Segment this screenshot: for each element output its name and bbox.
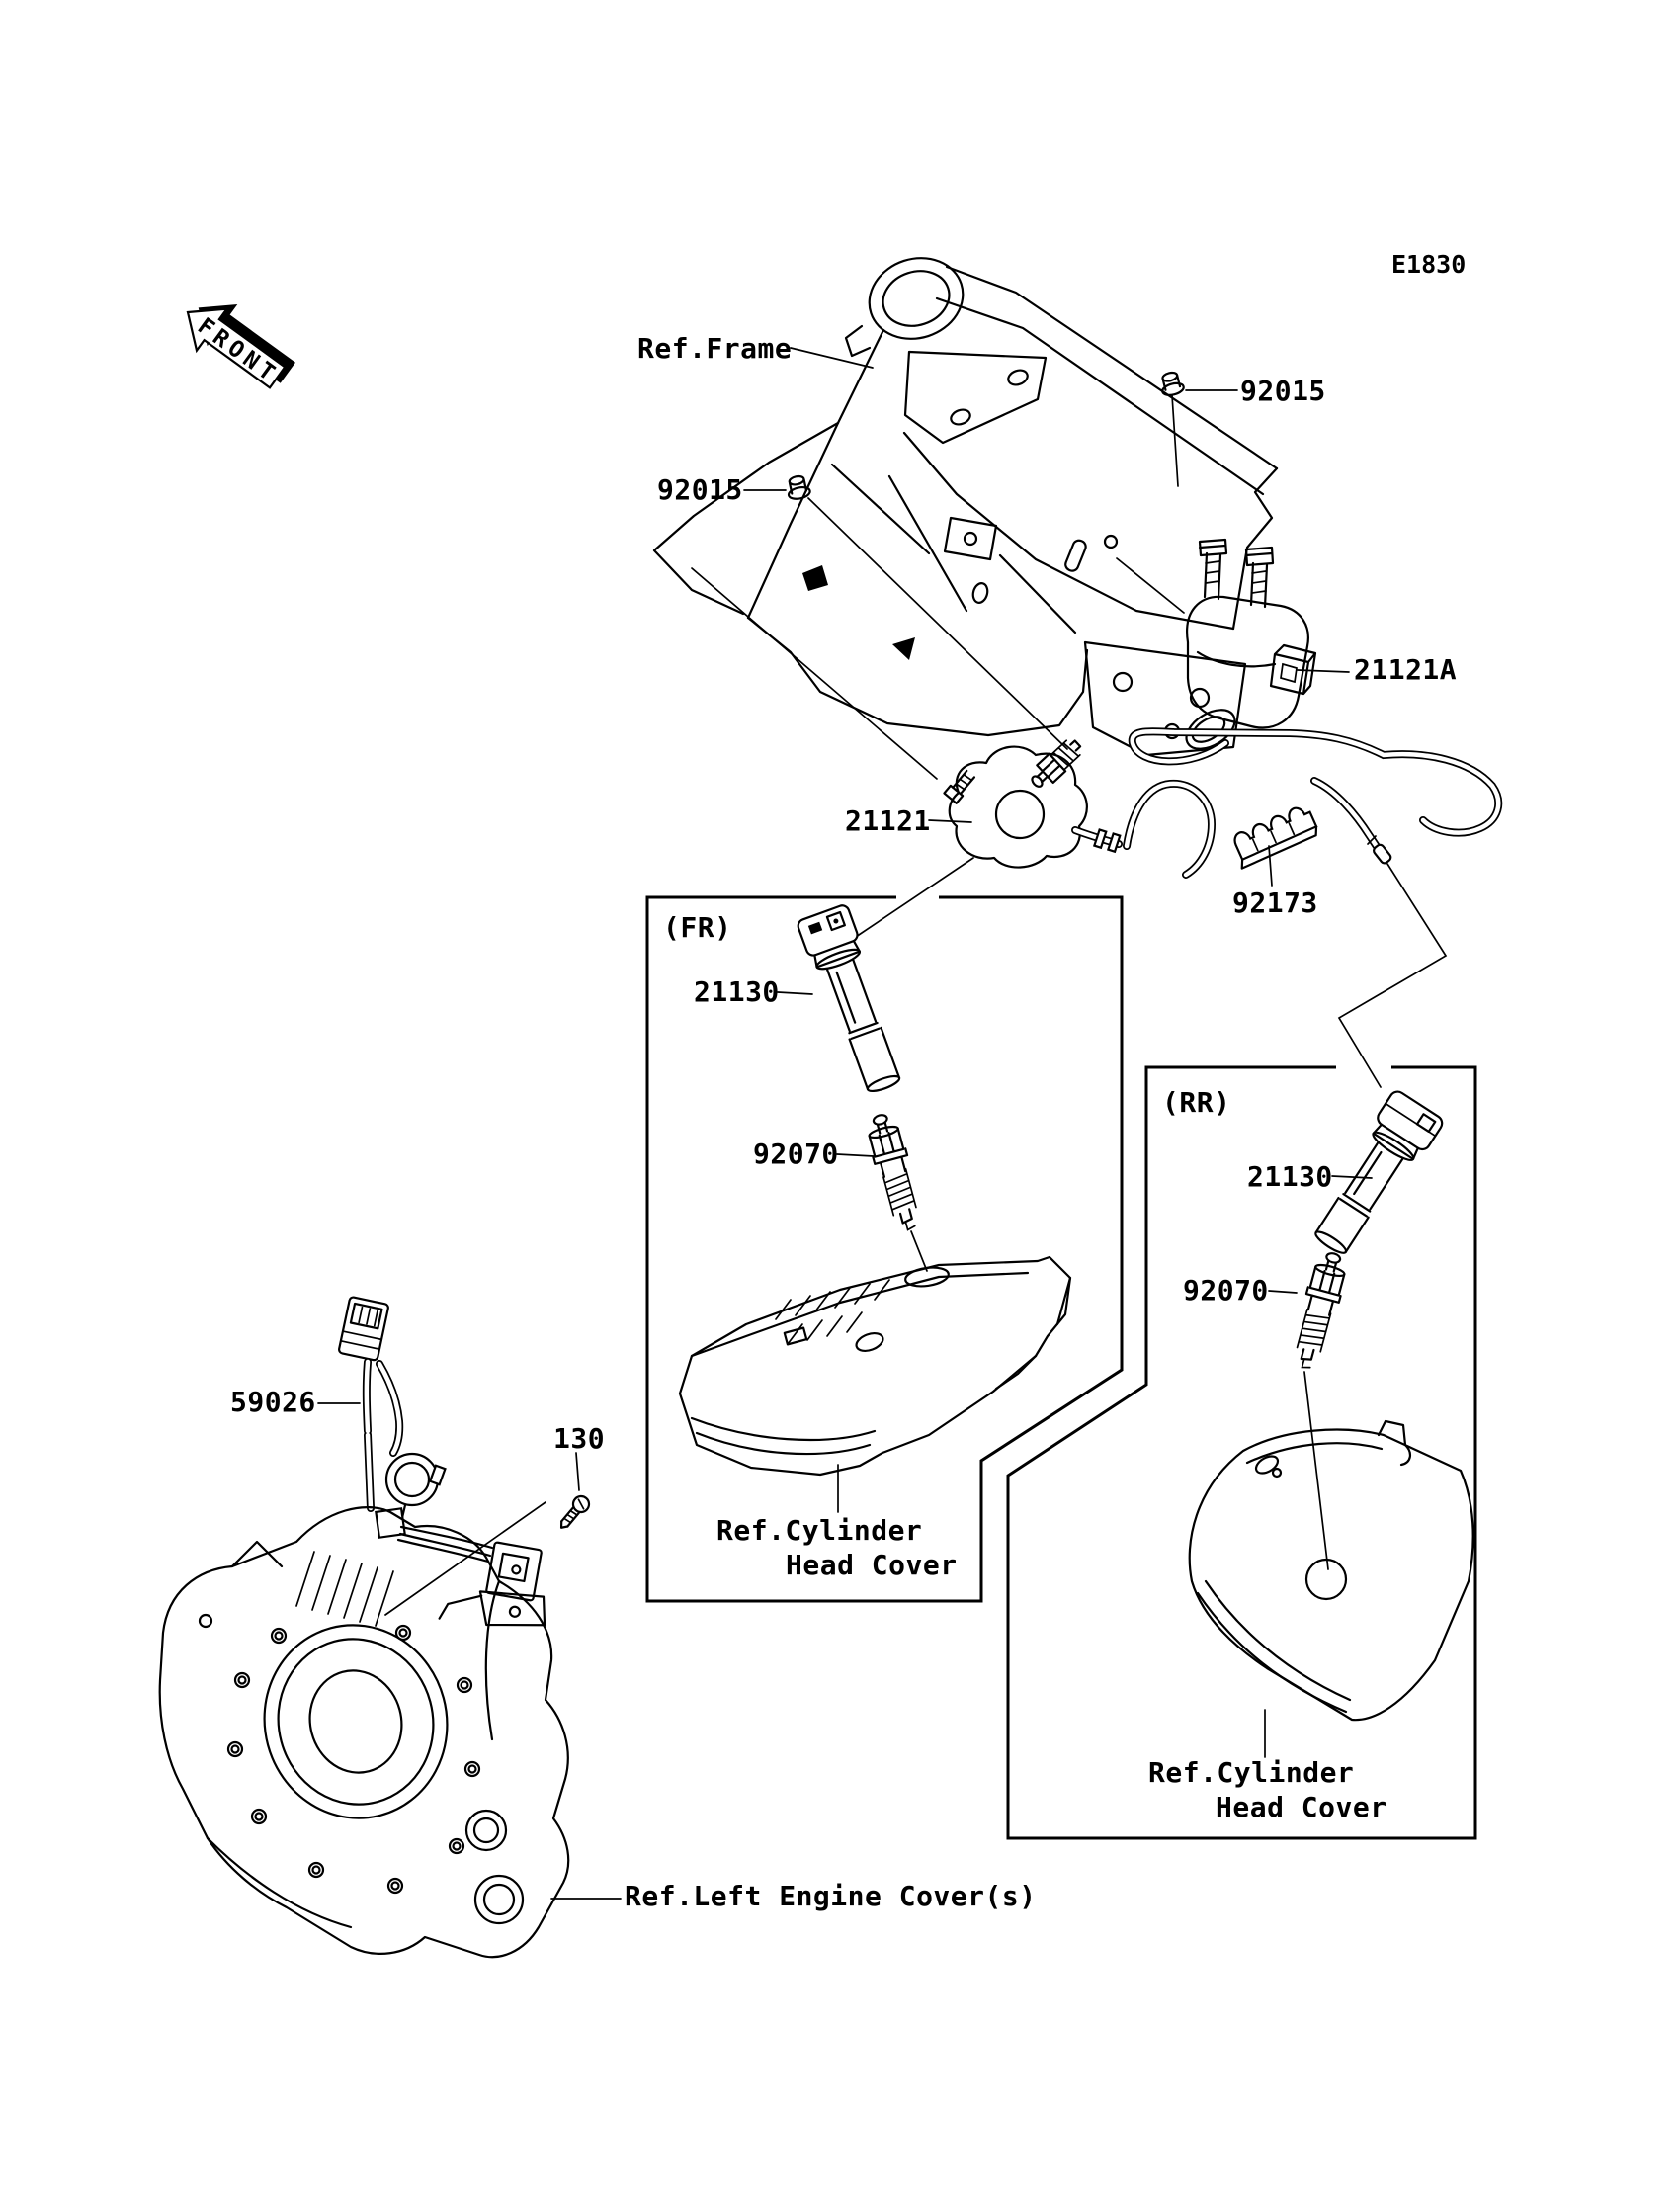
left-engine-cover-drawing	[160, 1507, 569, 1957]
cover-outline	[1190, 1430, 1473, 1721]
fr-cover-label-line2: Head Cover	[786, 1549, 958, 1581]
bolt-top	[789, 475, 804, 486]
leader-wire-to-rr-cap	[1339, 864, 1446, 1087]
shadow-detail	[892, 637, 915, 660]
front-direction-arrow	[173, 284, 303, 402]
rr-cover-label-line1: Ref.Cylinder	[1148, 1756, 1355, 1789]
cover-rib	[208, 1838, 351, 1927]
cover-hook-detail	[1379, 1421, 1410, 1465]
bracket-hole	[1114, 673, 1132, 691]
fr-section-marker: (FR)	[663, 911, 732, 944]
cover-rib	[486, 1581, 499, 1739]
bracket-arm	[440, 1589, 482, 1625]
bolt-hole	[465, 1762, 479, 1776]
bolt-hole	[313, 1867, 320, 1874]
part-label-92070-fr: 92070	[753, 1138, 839, 1170]
leader-92173	[1269, 846, 1272, 886]
bolt-hole	[235, 1673, 249, 1687]
bolt-hole	[458, 1678, 471, 1692]
plug-hex	[870, 1129, 904, 1157]
plug-stem	[1037, 772, 1048, 783]
cover-detail	[785, 1328, 806, 1345]
steering-head-outer	[859, 246, 973, 351]
coil-body-line	[1198, 652, 1275, 666]
cover-latch	[854, 1330, 885, 1355]
part-label-21130-fr: 21130	[694, 975, 780, 1008]
rr-cover-label-line2: Head Cover	[1216, 1791, 1387, 1823]
coil-connector-inner	[1281, 664, 1297, 682]
frame-hole	[971, 582, 990, 605]
engine-mount-bracket	[1085, 642, 1245, 755]
frame-to-coil-line	[1117, 558, 1184, 613]
front-arrow-label: FRONT	[192, 313, 284, 389]
coil-sleeve-end	[866, 1073, 900, 1094]
bolt-hole	[392, 1883, 399, 1890]
bolt-hole	[228, 1742, 242, 1756]
coil-body	[1187, 597, 1308, 728]
terminal-bolt-threads	[1252, 571, 1266, 593]
small-plate-hole	[965, 533, 976, 545]
connector-pins	[359, 1308, 378, 1326]
bolt-hole	[252, 1810, 266, 1823]
connector-lines	[341, 1331, 381, 1349]
bolt-hole	[256, 1814, 263, 1820]
leader-21121a	[1298, 670, 1349, 672]
cover-layer-line	[697, 1433, 870, 1454]
head-tube-tab	[846, 326, 870, 356]
ignition-coil-front-drawing	[944, 735, 1212, 875]
ref-left-engine-cover-label: Ref.Left Engine Cover(s)	[625, 1880, 1037, 1912]
part-label-21121a: 21121A	[1354, 653, 1458, 686]
frame-drawing	[654, 246, 1277, 755]
bolt-hole	[462, 1682, 468, 1689]
spark-plug-fr-drawing	[863, 1111, 926, 1233]
detail-line	[1000, 555, 1075, 633]
cover-boss	[1253, 1453, 1281, 1477]
screw-130-drawing	[555, 1493, 592, 1533]
part-label-92015-lower: 92015	[657, 473, 743, 506]
bottom-boss-outer	[466, 1811, 506, 1850]
shadow-detail	[802, 565, 828, 591]
switch-bracket	[474, 1585, 549, 1635]
plug-threads	[882, 1169, 916, 1216]
bolt-hole	[400, 1630, 407, 1637]
leader-92015-lower-to-bracket	[808, 498, 1067, 749]
backbone-underside	[904, 433, 1233, 629]
stick-coil-fr-drawing	[797, 903, 910, 1097]
bolt-hole	[232, 1746, 239, 1753]
inserted-spark-plug	[1026, 735, 1085, 793]
terminal-bolt-head	[1200, 540, 1226, 555]
cooling-fins	[296, 1552, 393, 1626]
part-label-92173: 92173	[1232, 887, 1318, 919]
bottom-boss-inner	[484, 1885, 514, 1914]
coil-sleeve-end	[1313, 1228, 1349, 1256]
plug-electrode	[1302, 1360, 1312, 1370]
coil-boot-bands	[849, 1023, 879, 1039]
bolt-head	[944, 786, 963, 803]
cover-fold-line	[996, 1278, 1070, 1389]
frame-to-front-coil-line	[692, 568, 937, 779]
bolt-hole	[454, 1843, 461, 1850]
coil-body-inner	[996, 791, 1044, 838]
bolt-hole	[309, 1863, 323, 1877]
rr-section-marker: (RR)	[1162, 1086, 1231, 1119]
cylinder-head-cover-rr-drawing	[1190, 1421, 1473, 1720]
bolt-hole	[388, 1879, 402, 1893]
cover-bolt	[1273, 1469, 1281, 1477]
plug-tip	[1070, 741, 1080, 751]
gusset-hole	[949, 407, 972, 427]
terminal-bolt-shaft	[1205, 553, 1220, 599]
terminal-bolt-head	[1246, 548, 1273, 565]
screw-slot	[576, 1499, 586, 1508]
terminal-bolt-shaft	[1251, 563, 1267, 607]
clamp-body	[1232, 803, 1316, 860]
plug-hex	[1310, 1267, 1345, 1296]
gusset-plate	[905, 352, 1046, 443]
backbone-inner-line	[937, 298, 1263, 494]
part-label-21121: 21121	[845, 804, 931, 837]
cover-outline	[160, 1507, 569, 1957]
part-label-130: 130	[553, 1422, 606, 1455]
part-label-59026: 59026	[230, 1386, 316, 1418]
small-plate	[945, 518, 996, 559]
wire-end-outer	[1314, 781, 1378, 848]
clamp-92173-drawing	[1228, 803, 1319, 869]
ferrule	[1108, 833, 1120, 851]
fr-cover-label-line1: Ref.Cylinder	[716, 1514, 923, 1547]
frame-rivet	[1105, 536, 1117, 548]
gusset-hole	[1006, 368, 1030, 387]
part-label-92015-upper: 92015	[1240, 375, 1326, 407]
coil-connector	[1271, 645, 1315, 694]
frame-slot	[1063, 539, 1087, 573]
cover-layer-line	[692, 1418, 875, 1440]
steering-head-inner	[876, 263, 956, 334]
clutch-opening-inner	[260, 1622, 452, 1822]
plug-threads	[1298, 1308, 1331, 1354]
part-label-92070-rr: 92070	[1183, 1274, 1269, 1307]
detail-line	[889, 476, 966, 611]
screw-tip	[558, 1521, 567, 1530]
bolt-92015-upper-drawing	[1158, 371, 1185, 397]
coil-boot	[827, 960, 876, 1031]
leader-92070-fr	[837, 1154, 874, 1156]
coil-boot-bands	[1340, 1194, 1370, 1216]
bolt-92015-lower-drawing	[786, 474, 811, 501]
terminal-bolt-threads	[1206, 561, 1219, 583]
harness-connector	[338, 1297, 388, 1361]
leader-plug-to-cover-rr	[1304, 1372, 1328, 1569]
diagram-code: E1830	[1391, 250, 1467, 279]
switch-dot	[512, 1565, 521, 1574]
bracket-hole	[509, 1606, 521, 1618]
leader-plug-to-cover-fr	[911, 1231, 927, 1271]
backbone-top-edge	[947, 267, 1277, 468]
plug-tip	[1302, 1347, 1314, 1361]
stud	[200, 1615, 211, 1627]
part-label-21130-rr: 21130	[1247, 1160, 1333, 1193]
frame-bottom-edge	[748, 618, 1087, 735]
leader-92070-rr	[1269, 1291, 1297, 1293]
plug-collar	[1314, 1263, 1345, 1278]
ferrule	[1094, 829, 1106, 847]
bottom-boss-inner	[474, 1818, 498, 1842]
bolt-hole	[450, 1839, 463, 1853]
bolt-hole	[469, 1766, 476, 1773]
leader-130	[576, 1453, 579, 1490]
spark-plug-rr-drawing	[1288, 1249, 1351, 1372]
leader-21121	[929, 820, 971, 822]
detail-line	[832, 465, 929, 553]
bottom-boss-outer	[475, 1876, 523, 1923]
plug-tip	[900, 1209, 913, 1223]
ignition-coil-rear-drawing	[1180, 540, 1315, 757]
part-label-ref-frame: Ref.Frame	[637, 332, 793, 365]
bolt-top	[1162, 372, 1178, 382]
bolt-hole	[276, 1633, 283, 1640]
plug-hole	[1306, 1560, 1346, 1599]
coil-terminal-bolt	[944, 769, 976, 803]
vent-hatch	[776, 1280, 889, 1319]
wire-end-cap	[1373, 843, 1392, 865]
bolt-hole	[396, 1626, 410, 1640]
leader-92015-upper-to-frame	[1172, 395, 1178, 486]
plug-collar	[869, 1125, 899, 1140]
clutch-hub	[298, 1660, 413, 1783]
leader-21130-fr	[778, 992, 812, 994]
bolt-hole	[272, 1629, 286, 1643]
bolt-hole	[239, 1677, 246, 1684]
